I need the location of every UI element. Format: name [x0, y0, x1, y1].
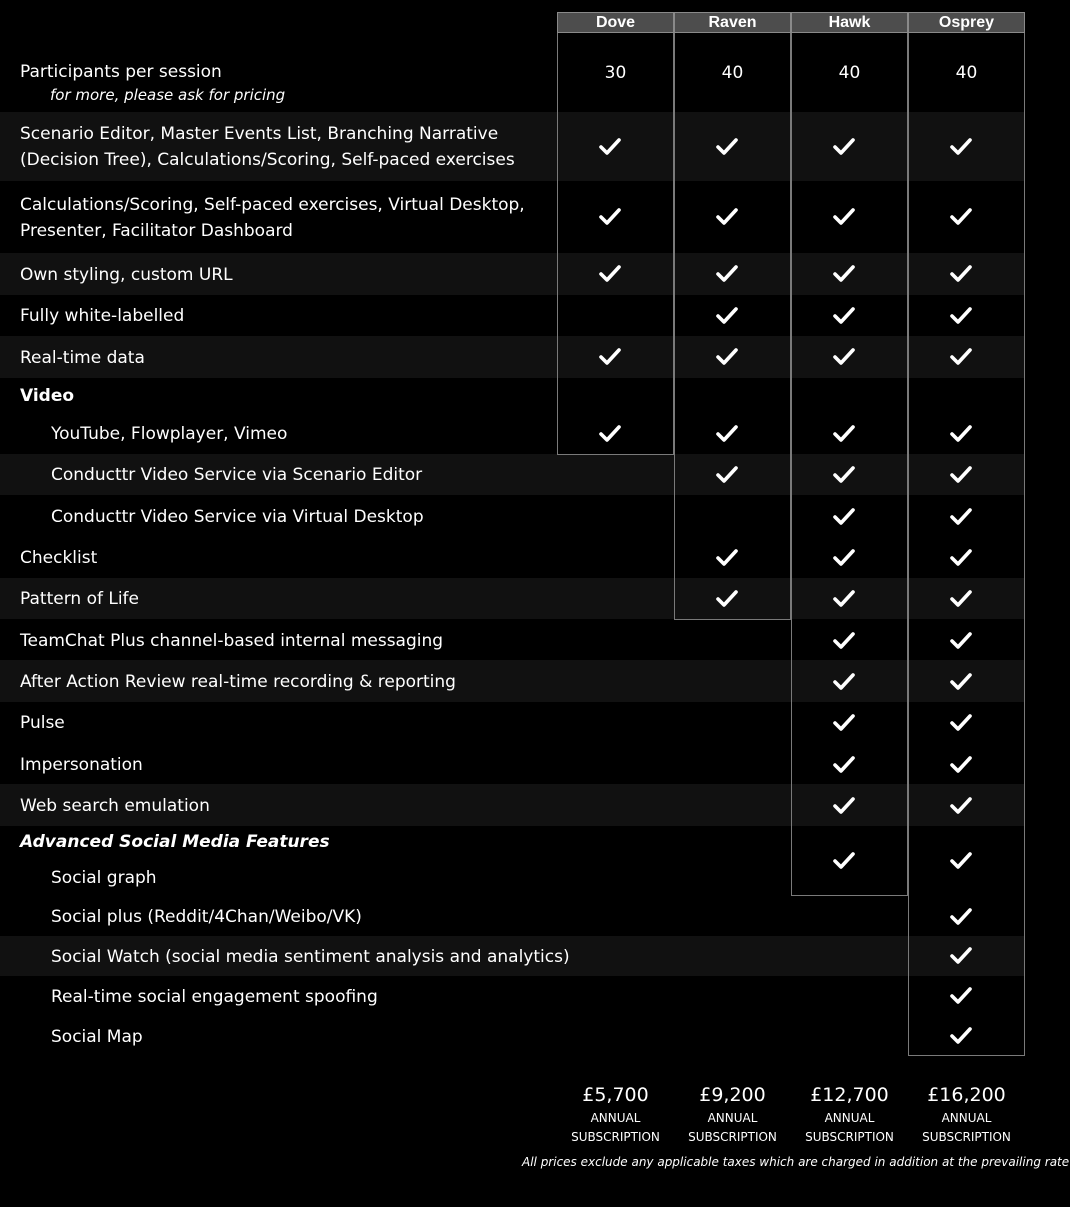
feature-label: Social plus (Reddit/4Chan/Weibo/VK)	[51, 907, 362, 927]
feature-label: Social Map	[51, 1027, 143, 1047]
checkmark-icon	[950, 755, 972, 773]
feature-label: Social Watch (social media sentiment analysis and analytics)	[51, 947, 570, 967]
checkmark-icon	[716, 424, 738, 442]
plan-header: Osprey	[908, 12, 1025, 33]
checkmark-icon	[950, 946, 972, 964]
feature-label: Advanced Social Media Features	[20, 832, 330, 852]
price-period-line2: SUBSCRIPTION	[571, 1130, 660, 1144]
checkmark-icon	[599, 347, 621, 365]
checkmark-icon	[599, 207, 621, 225]
checkmark-icon	[833, 672, 855, 690]
checkmark-icon	[716, 306, 738, 324]
checkmark-icon	[833, 589, 855, 607]
checkmark-icon	[950, 672, 972, 690]
checkmark-icon	[833, 548, 855, 566]
plan-price: £12,700	[810, 1084, 889, 1106]
feature-label: Conducttr Video Service via Virtual Desktop	[51, 507, 424, 527]
plan-header: Dove	[557, 12, 674, 33]
checkmark-icon	[950, 796, 972, 814]
checkmark-icon	[833, 264, 855, 282]
checkmark-icon	[716, 589, 738, 607]
plan-column	[557, 33, 674, 455]
participants-note: for more, please ask for pricing	[50, 86, 286, 104]
plan-price: £9,200	[699, 1084, 766, 1106]
feature-label: Own styling, custom URL	[20, 265, 233, 285]
plan-column	[674, 33, 791, 620]
checkmark-icon	[950, 507, 972, 525]
checkmark-icon	[950, 851, 972, 869]
checkmark-icon	[950, 347, 972, 365]
checkmark-icon	[950, 424, 972, 442]
checkmark-icon	[716, 137, 738, 155]
checkmark-icon	[716, 548, 738, 566]
plan-header: Hawk	[791, 12, 908, 33]
feature-label: Fully white-labelled	[20, 306, 185, 326]
feature-label: Calculations/Scoring, Self-paced exercises, Virtual Desktop,	[20, 195, 525, 215]
feature-label: Real-time social engagement spoofing	[51, 987, 378, 1007]
participants-label: Participants per session	[20, 62, 222, 82]
checkmark-icon	[950, 465, 972, 483]
feature-label: TeamChat Plus channel-based internal messaging	[20, 631, 444, 651]
feature-label: Social graph	[51, 868, 157, 888]
checkmark-icon	[716, 264, 738, 282]
plan-column	[908, 33, 1025, 1056]
checkmark-icon	[833, 424, 855, 442]
checkmark-icon	[833, 851, 855, 869]
checkmark-icon	[950, 306, 972, 324]
checkmark-icon	[833, 796, 855, 814]
checkmark-icon	[950, 986, 972, 1004]
plan-price: £5,700	[582, 1084, 649, 1106]
checkmark-icon	[950, 264, 972, 282]
participants-count: 40	[838, 63, 861, 83]
feature-label: Scenario Editor, Master Events List, Branching Narrative	[20, 124, 499, 144]
checkmark-icon	[950, 907, 972, 925]
price-period-line1: ANNUAL	[707, 1111, 758, 1125]
checkmark-icon	[833, 713, 855, 731]
plan-header: Raven	[674, 12, 791, 33]
checkmark-icon	[833, 631, 855, 649]
feature-label: Checklist	[20, 548, 98, 568]
feature-label: YouTube, Flowplayer, Vimeo	[51, 424, 288, 444]
checkmark-icon	[950, 1026, 972, 1044]
checkmark-icon	[950, 631, 972, 649]
feature-label: Pulse	[20, 713, 65, 733]
checkmark-icon	[716, 347, 738, 365]
checkmark-icon	[950, 137, 972, 155]
checkmark-icon	[833, 507, 855, 525]
checkmark-icon	[950, 207, 972, 225]
price-period-line1: ANNUAL	[824, 1111, 875, 1125]
price-period-line1: ANNUAL	[941, 1111, 992, 1125]
checkmark-icon	[950, 548, 972, 566]
participants-count: 40	[721, 63, 744, 83]
tax-footnote: All prices exclude any applicable taxes which are charged in addition at the prevailing rate	[522, 1155, 1070, 1169]
feature-label: Impersonation	[20, 755, 143, 775]
price-period-line2: SUBSCRIPTION	[922, 1130, 1011, 1144]
checkmark-icon	[716, 207, 738, 225]
participants-count: 40	[955, 63, 978, 83]
checkmark-icon	[950, 713, 972, 731]
checkmark-icon	[950, 589, 972, 607]
checkmark-icon	[716, 465, 738, 483]
feature-label: Video	[20, 386, 75, 406]
participants-count: 30	[604, 63, 627, 83]
feature-label: After Action Review real-time recording & reporting	[20, 672, 456, 692]
checkmark-icon	[599, 264, 621, 282]
feature-label: Web search emulation	[20, 796, 210, 816]
checkmark-icon	[833, 755, 855, 773]
feature-label: Real-time data	[20, 348, 145, 368]
feature-label-line2: Presenter, Facilitator Dashboard	[20, 221, 293, 241]
checkmark-icon	[833, 347, 855, 365]
checkmark-icon	[833, 465, 855, 483]
feature-label-line2: (Decision Tree), Calculations/Scoring, Self-paced exercises	[20, 150, 515, 170]
price-period-line2: SUBSCRIPTION	[805, 1130, 894, 1144]
checkmark-icon	[599, 137, 621, 155]
checkmark-icon	[599, 424, 621, 442]
feature-label: Conducttr Video Service via Scenario Editor	[51, 465, 423, 485]
feature-label: Pattern of Life	[20, 589, 139, 609]
price-period-line1: ANNUAL	[590, 1111, 641, 1125]
checkmark-icon	[833, 306, 855, 324]
checkmark-icon	[833, 137, 855, 155]
checkmark-icon	[833, 207, 855, 225]
plan-price: £16,200	[927, 1084, 1006, 1106]
price-period-line2: SUBSCRIPTION	[688, 1130, 777, 1144]
